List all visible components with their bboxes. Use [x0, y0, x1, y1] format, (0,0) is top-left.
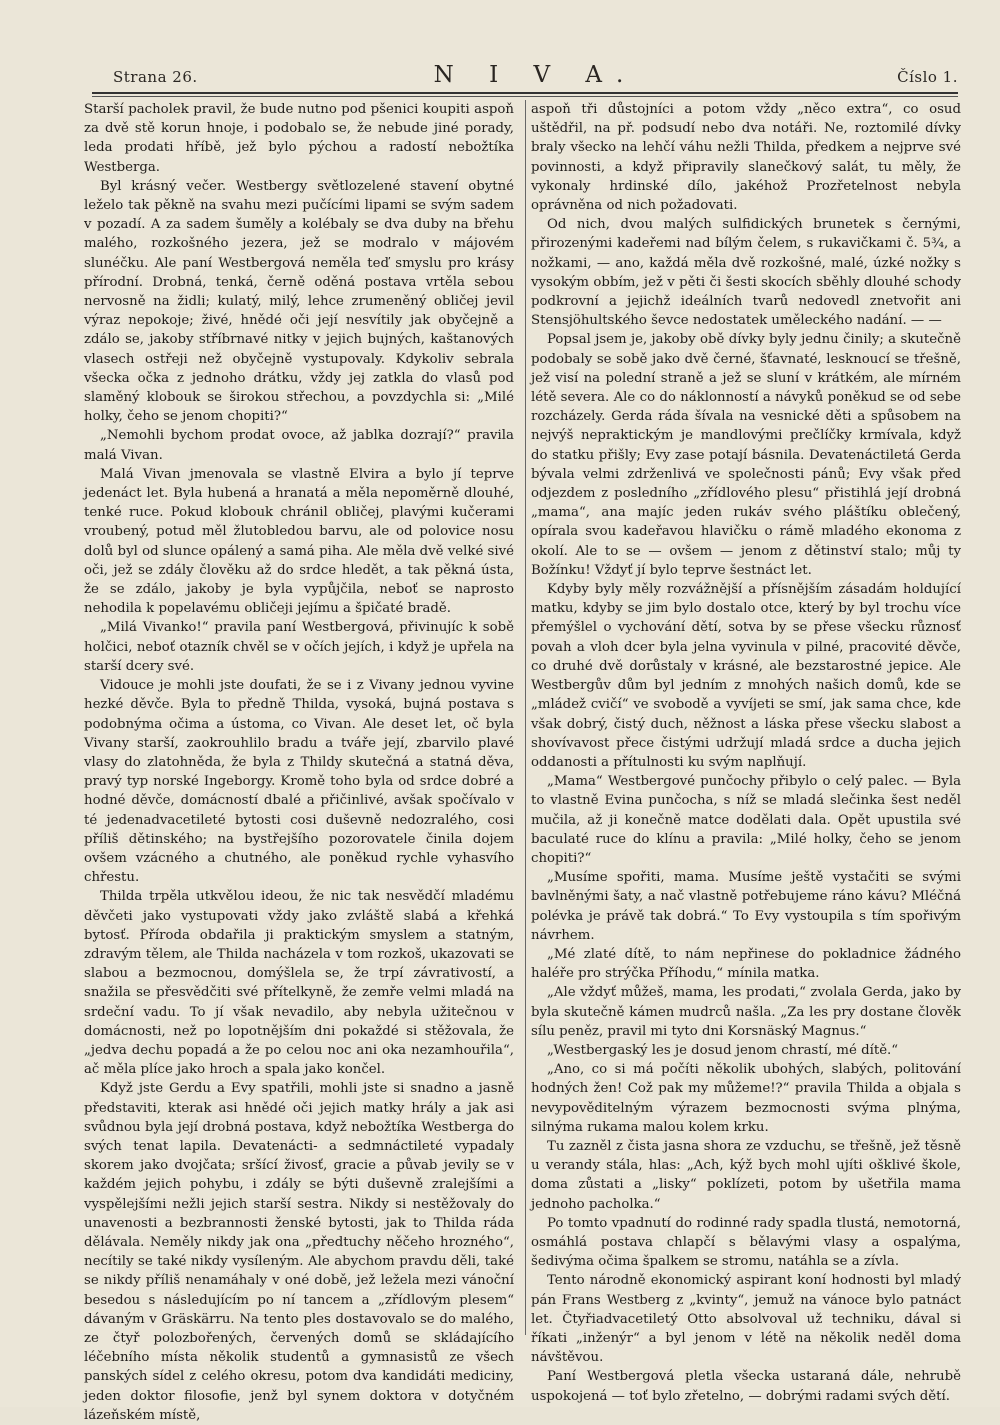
- page-header: [113, 62, 958, 90]
- column-divider: [525, 100, 526, 1335]
- paragraph: Tento národně ekonomický aspirant koní hodnosti byl mladý pán Frans Westberg z „kvinty“, jemuž na vánoce bylo patnáct let. Čtyřiadvacetiletý Otto absolvoval už techniku, dával si říkati „inženýr“ a byl jenom v létě na několik neděl doma návštěvou.: [531, 1273, 961, 1366]
- paragraph: „Nemohli bychom prodat ovoce, až jablka dozrají?“ pravila malá Vivan.: [84, 428, 514, 463]
- issue-number: Číslo 1.: [897, 68, 958, 86]
- paragraph: Popsal jsem je, jakoby obě dívky byly jednu činily; a skutečně podobaly se sobě jako dvě černé, šťavnaté, lesknoucí se třešně, jež visí na polední straně a jež se sluní v krátkém, ale mírném létě severa. Ale co do náklonností a návyků poněkud se od sebe rozcházely. Gerda ráda šívala na vesnické děti a spůsobem na nejvýš nepraktickým je mandlovými prečlíčky krmívala, když do statku přišly; Evy zase potají básnila. Devatenáctiletá Gerda bývala velmi zdrženlivá ve společnosti pánů; Evy však před odjezdem z posledního „zřídlového plesu“ přistihlá její drobná „mama“, ana majíc jeden rukáv svého pláštíku oblečený, opírala svou kadeřavou hlavičku o rámě mladého ekonoma z okolí. Ale to se — ovšem — jenom z dětinství stalo; můj ty Božínku! Vždyť jí bylo teprve šestnáct let.: [531, 332, 961, 578]
- paragraph: Po tomto vpadnutí do rodinné rady spadla tlustá, nemotorná, osmáhlá postava chlapčí s bělavými vlasy a ospalýma, šedivýma očima špalkem se stromu, natáhla se a zívla.: [531, 1215, 961, 1270]
- paragraph: „Milá Vivanko!“ pravila paní Westbergová, přivinujíc k sobě holčici, neboť otazník chvěl se v očích jejích, i když je upřela na starší dcery své.: [84, 620, 514, 674]
- paragraph: Kdyby byly měly rozvážnější a přísnějším zásadám holdující matku, kdyby se jim bylo dostalo otce, který by byl trochu více přemýšlel o vychování dětí, sotva by se přese všecku různosť povah a vloh dcer byla jelna vyvinula v pilné, pracovité děvče, co druhé dvě dorůstaly v krásné, ale bezstarostné jepice. Ale Westbergův dům byl jedním z mnohých našich domů, kde se „mládež cvičí“ ve svobodě a vyvíjeti se smí, jak sama chce, kde však dobrý, čistý duch, něžnost a láska přese všecku slabost a shovívavost přece čistými udržují mladá srdce a ducha jejich oddanosti a přítulnosti ku svým naplňují.: [531, 582, 961, 770]
- paragraph: „Mé zlaté dítě, to nám nepřinese do pokladnice žádného haléře pro strýčka Příhodu,“ mínila matka.: [531, 946, 961, 982]
- journal-title: N I V A.: [433, 62, 638, 88]
- paragraph: Starší pacholek pravil, že bude nutno pod pšenici koupiti aspoň za dvě stě korun hnoje, i podobalo se, že nebude jiné porady, leda prodati hříbě, jež bylo pýchou a radostí nebožtíka Westberga.: [84, 102, 514, 175]
- paragraph: „Musíme spořiti, mama. Musíme ještě vystačiti se svými bavlněnými šaty, a nač vlastně potřebujeme ráno kávu? Mléčná polévka je právě tak dobrá.“ To Evy vystoupila s tím spořivým návrhem.: [531, 870, 961, 943]
- paragraph: Vidouce je mohli jste doufati, že se i z Vivany jednou vyvine hezké děvče. Byla to předně Thilda, vysoká, bujná postava s podobnýma očima a ústoma, co Vivan. Ale deset let, oč byla Vivany starší, zaokrouhlilo bradu a tváře její, zbarvilo plavé vlasy do zlatohněda, že byla z Thildy skutečná a statná děva, pravý typ norské Ingeborgy. Kromě toho byla od srdce dobré a hodné děvče, domácností dbalé a přičinlivé, avšak spočívalo v té jedenadvacetileté bytosti cosi duševně nedozralého, cosi příliš dětinského; na bystřejšího pozorovatele činila dojem ovšem vzácného a chutného, ale poněkud rychle vyhasvího chřestu.: [84, 678, 514, 886]
- paragraph: „Ale vždyť můžeš, mama, les prodati,“ zvolala Gerda, jako by byla skutečně kámen mudrců našla. „Za les pry dostane člověk sílu peněz, pravil mi tyto dni Korsnäský Magnus.“: [531, 985, 961, 1039]
- paragraph: aspoň tři důstojníci a potom vždy „něco extra“, co osud uštědřil, na př. podsudí nebo dva notáři. Ne, roztomilé dívky braly všecko na lehčí váhu nežli Thilda, předkem a nejprve své povinnosti, a když připravily slanečkový salát, tu měly, že vykonaly hrdinské dílo, jakéhož Prozřetelnost nebyla oprávněna od nich požadovati.: [531, 102, 961, 214]
- paragraph: Když jste Gerdu a Evy spatřili, mohli jste si snadno a jasně představiti, kterak asi hnědé oči jejich matky hrály a jak asi svůdnou byla její drobná postava, když nebožtíka Westberga do svých tenat lapila. Devatenácti- a sedmnáctileté vypadaly skorem jako dvojčata; sršící živosť, gracie a půvab jevily se v každém jejich pohybu, i zdály se býti duševně zralejšími a vyspělejšími nežli jejich starší sestra. Nikdy si nestěžovaly do unavenosti a bezbrannosti ženské bytosti, jak to Thilda ráda dělávala. Neměly nikdy jak ona „předtuchy něčeho hrozného“, necítily se také nikdy vysíleným. Ale abychom pravdu děli, také se nikdy příliš nenamáhaly v oné době, jež ležela mezi vánoční besedou s následujícím po ní tancem a „zřídlovým plesem“ dávaným v Gräskärru. Na tento ples dostavovalo se do malého, ze čtyř polozbořených, červených domů se skládajícího léčebního místa několik studentů a gymnasistů ze všech panských sídel z celého okresu, potom dva kandidáti mediciny, jeden doktor filosofie, jenž byl synem doktora v dotyčném lázeňském místě,: [84, 1081, 514, 1423]
- paragraph: Tu zazněl z čista jasna shora ze vzduchu, se třešně, jež těsně u verandy stála, hlas: „Ach, kýž bych mohl ujíti ošklivé škole, doma zůstati a „lisky“ poklízeti, potom by ušetřila mama jednoho pacholka.“: [531, 1138, 961, 1212]
- left-column: [84, 100, 514, 1425]
- header-rule-thin: [92, 96, 958, 97]
- paragraph: „Westbergaský les je dosud jenom chrastí, mé dítě.“: [546, 1042, 899, 1058]
- paragraph: Paní Westbergová pletla všecka ustaraná dále, nehrubě uspokojená — toť bylo zřetelno, — dobrými radami svých dětí.: [531, 1369, 961, 1404]
- paragraph: Byl krásný večer. Westbergy světlozelené stavení obytné leželo tak pěkně na svahu mezi pučícími lipami se svým sadem v pozadí. A za sadem šuměly a kolébaly se dva duby na břehu malého, rozkošného jezera, jež se modralo v májovém slunéčku. Ale paní Westbergová neměla teď smyslu pro krásy přírodní. Drobná, tenká, černě oděná postava vrtěla sebou nervosně na židli; kulatý, milý, lehce zrumeněný obličej jevil výraz nepokoje; živé, hnědé oči její nesvítily jak obyčejně a zdálo se, jakoby stříbrnavé nitky v jejich bujných, kaštanových vlasech ostřeji než obyčejně vystupovaly. Kdykoliv sebrala všecka očka z jednoho drátku, vždy jej zatkla do vlasů pod slaměný klobouk se širokou střechou, a povzdychla si: „Milé holky, čeho se jenom chopiti?“: [84, 178, 514, 425]
- right-column: [531, 100, 961, 1406]
- paragraph: „Ano, co si má počíti několik ubohých, slabých, politování hodných žen! Což pak my můžeme!?“ pravila Thilda a objala s nevypověditelným výrazem bezmocnosti svýma plnýma, silnýma rukama malou kolem krku.: [531, 1062, 961, 1135]
- paragraph: Od nich, dvou malých sulfidických brunetek s černými, přirozenými kadeřemi nad bílým čelem, s rukavičkami č. 5¾, a nožkami, — ano, každá měla dvě rozkošné, malé, úzké nožky s vysokým obbím, jež v pěti či šesti skocích sběhly dlouhé schody podkrovní a jejichž ideálních tvarů nedovedl znetvořit ani Stensjöhultského ševce nedostatek uměleckého nadání. — —: [531, 217, 961, 329]
- paragraph: Thilda trpěla utkvělou ideou, že nic tak nesvědčí mladému děvčeti jako vystupovati vždy jako zvláště slabá a křehká bytosť. Příroda obdařila ji praktickým smyslem a statným, zdravým tělem, ale Thilda nacházela v tom rozkoš, ukazovati se slabou a bezmocnou, domýšlela se, že trpí závrativostí, a snažila se přesvědčiti své přítelkyně, že zemře velmi mladá na srdeční vadu. To jí však nevadilo, aby nebyla užitečnou v domácnosti, než po lopotnějším dni pokaždé si stěžovala, že „jedva dechu popadá a že po celou noc ani oka nezamhouřila“, ač měla plíce jako hroch a spala jako končel.: [84, 889, 514, 1078]
- header-rule: [92, 92, 958, 94]
- page-number: Strana 26.: [113, 68, 198, 86]
- paragraph: „Mama“ Westbergové punčochy přibylo o celý palec. — Byla to vlastně Evina punčocha, s níž se mladá slečinka šest neděl mučila, až ji konečně matce dodělati dala. Opět upustila své baculaté ruce do klínu a pravila: „Milé holky, čeho se jenom chopiti?“: [531, 774, 961, 866]
- paragraph: Malá Vivan jmenovala se vlastně Elvira a bylo jí teprve jedenáct let. Byla hubená a hranatá a měla nepoměrně dlouhé, tenké ruce. Pokud klobouk chránil obličej, plavými kučerami vroubený, potud měl žlutobledou barvu, ale od polovice nosu dolů byl od slunce opálený a samá piha. Ale měla dvě velké sivé oči, jež se zdály člověku až do srdce hledět, a tak pěkná ústa, že se zdálo, jakoby je byla vypůjčila, neboť se naprosto nehodila k popelavému obličeji jejímu a špičaté bradě.: [84, 466, 514, 617]
